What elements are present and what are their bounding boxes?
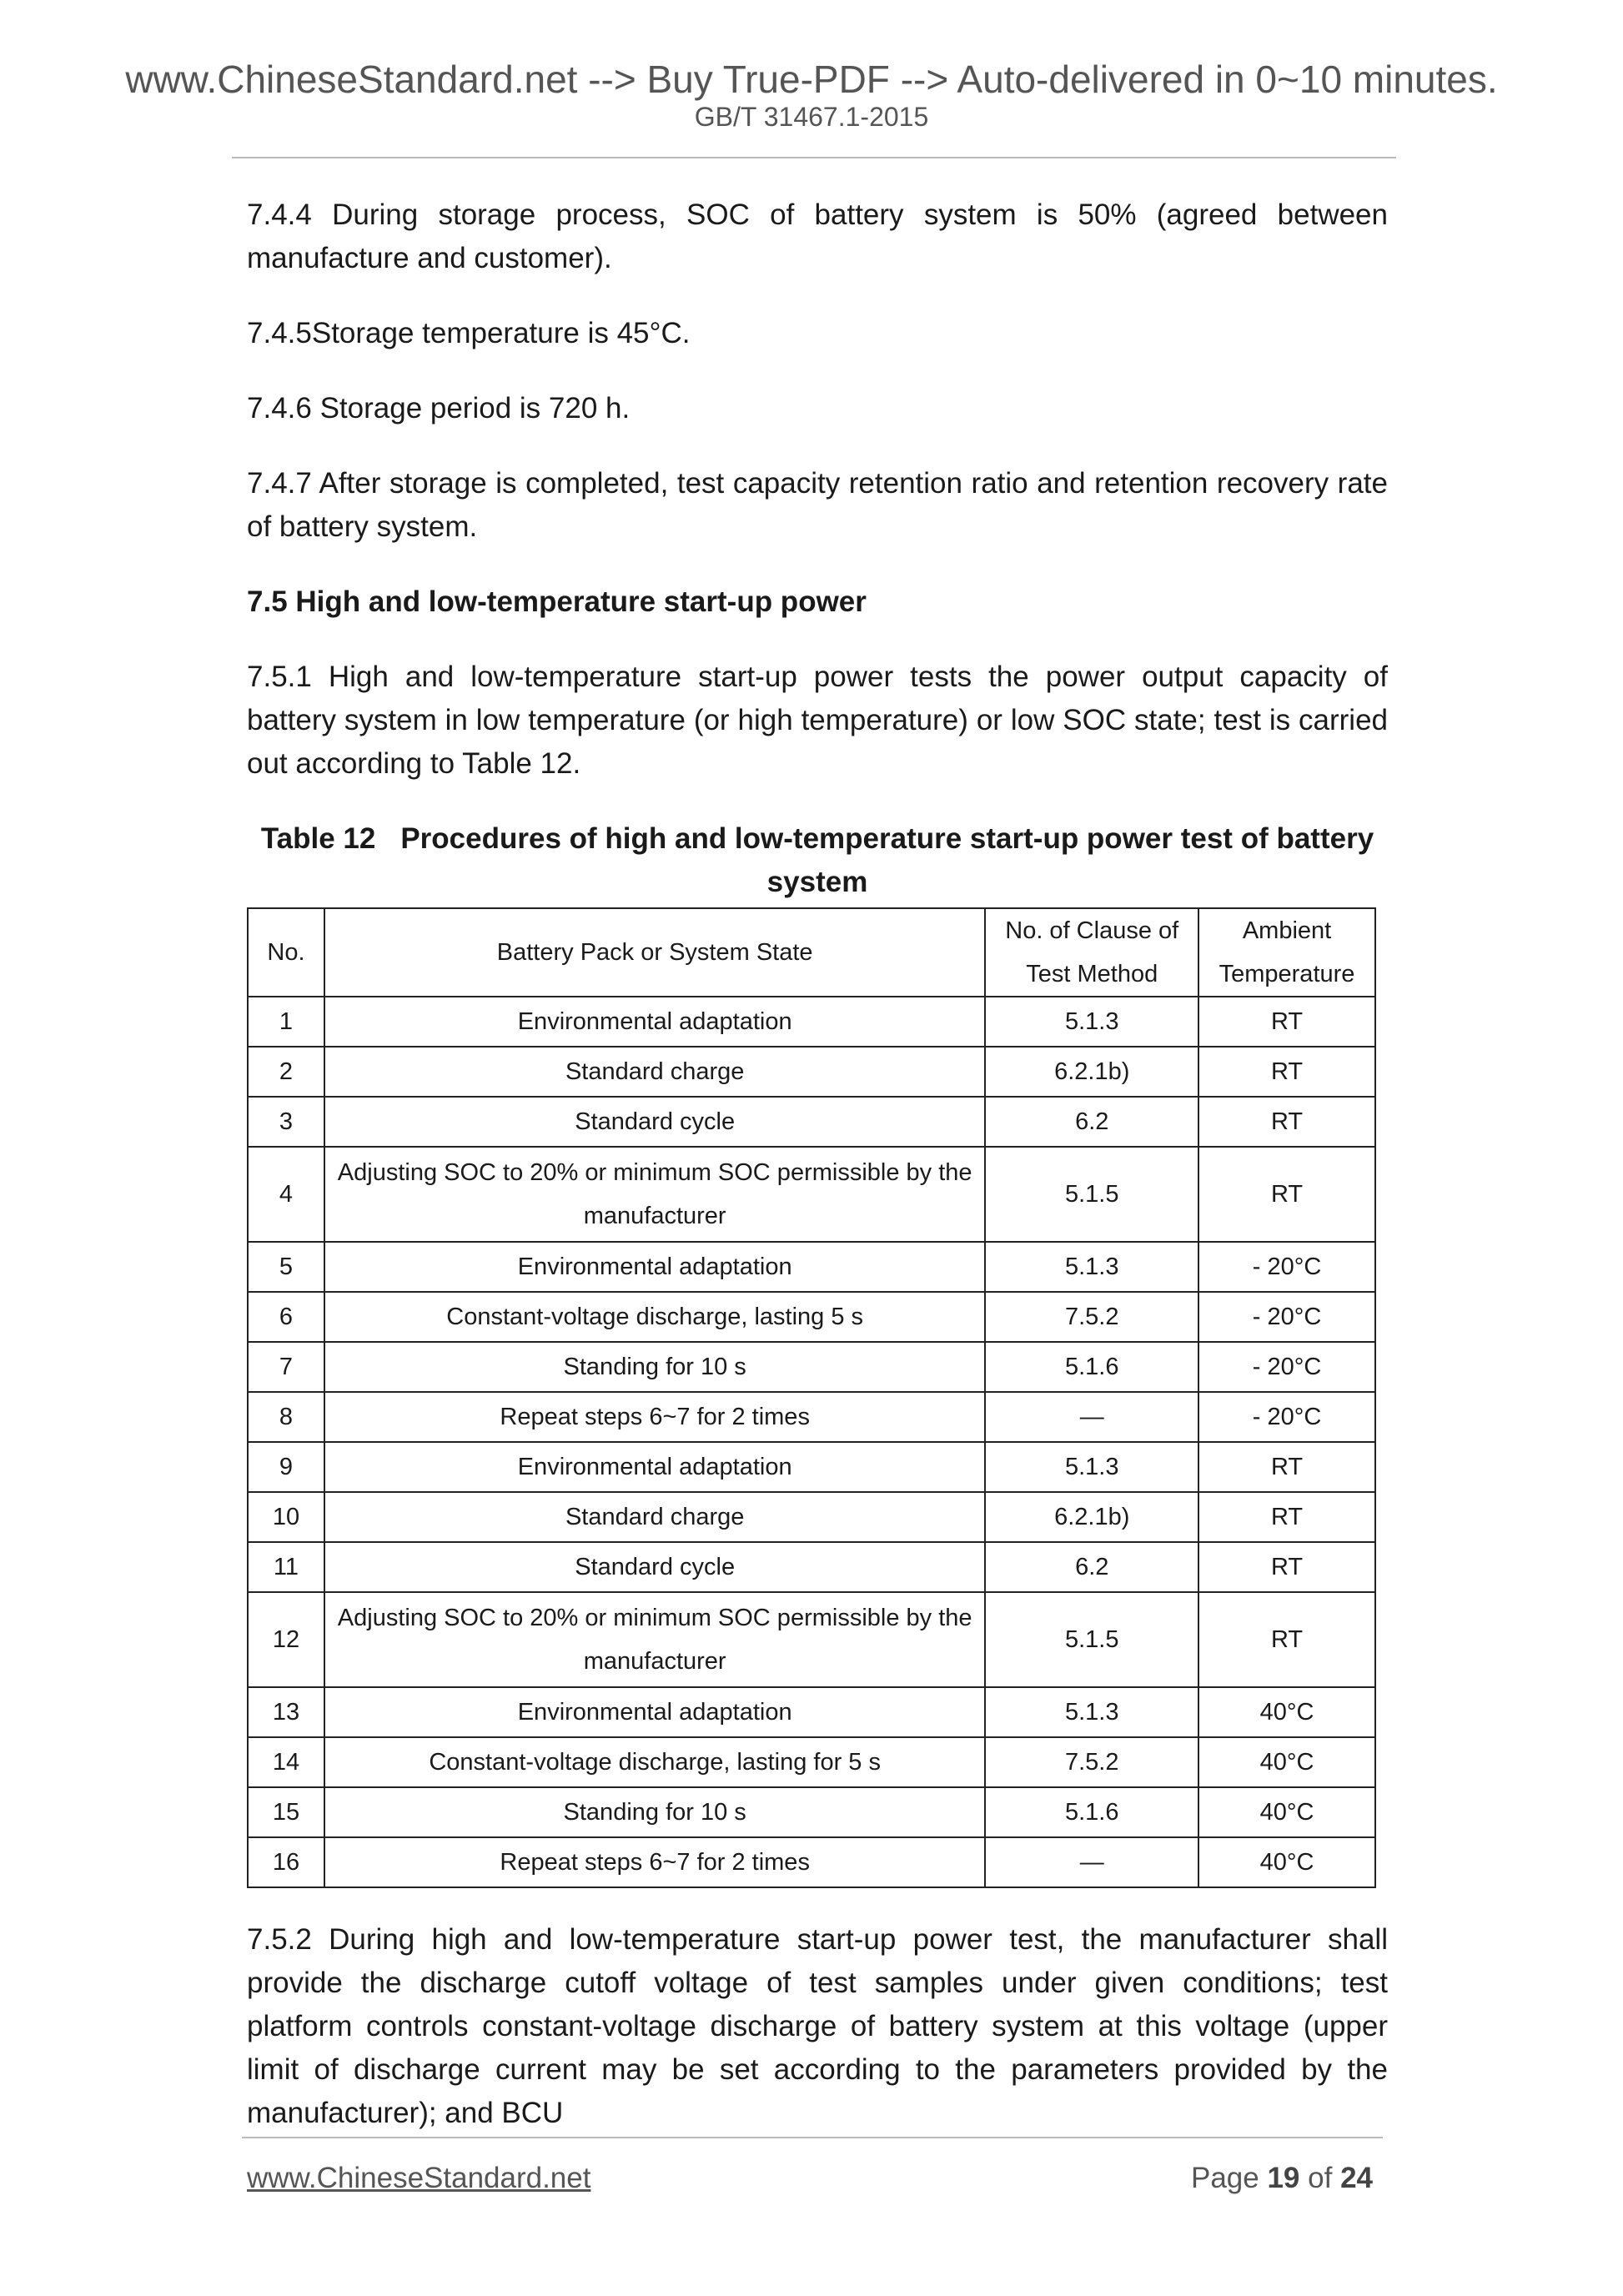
cell-no: 6 xyxy=(248,1292,324,1342)
cell-clause: 6.2 xyxy=(985,1542,1198,1592)
cell-no: 10 xyxy=(248,1492,324,1542)
cell-temp: 40°C xyxy=(1198,1687,1375,1737)
cell-state: Standing for 10 s xyxy=(324,1787,986,1837)
paragraph-7-4-5: 7.4.5Storage temperature is 45°C. xyxy=(247,317,691,349)
table-caption-title: Procedures of high and low-temperature start-up power test of battery system xyxy=(400,822,1374,898)
page-current: 19 xyxy=(1267,2162,1300,2194)
section-heading-7-5: 7.5 High and low-temperature start-up power xyxy=(247,585,867,618)
page-number xyxy=(1191,2163,1373,2193)
cell-state: Standard charge xyxy=(324,1047,986,1097)
footer-divider xyxy=(242,2137,1383,2138)
table-row xyxy=(248,997,1375,1047)
table-row xyxy=(248,1837,1375,1887)
cell-temp: RT xyxy=(1198,1592,1375,1687)
cell-temp: RT xyxy=(1198,1442,1375,1492)
cell-no: 5 xyxy=(248,1242,324,1292)
cell-state: Environmental adaptation xyxy=(324,1687,986,1737)
cell-clause: 5.1.3 xyxy=(985,1687,1198,1737)
cell-clause: 6.2.1b) xyxy=(985,1492,1198,1542)
cell-temp: 40°C xyxy=(1198,1787,1375,1837)
table-row xyxy=(248,1342,1375,1392)
cell-temp: 40°C xyxy=(1198,1837,1375,1887)
cell-no: 3 xyxy=(248,1097,324,1147)
cell-temp: 40°C xyxy=(1198,1737,1375,1787)
cell-temp: - 20°C xyxy=(1198,1342,1375,1392)
cell-no: 13 xyxy=(248,1687,324,1737)
cell-clause: 5.1.5 xyxy=(985,1147,1198,1242)
cell-temp: RT xyxy=(1198,1542,1375,1592)
cell-state: Standing for 10 s xyxy=(324,1342,986,1392)
site-banner[interactable]: www.ChineseStandard.net --> Buy True-PDF --> Auto-delivered in 0~10 minutes. xyxy=(125,58,1498,101)
table-row xyxy=(248,1787,1375,1837)
table-caption-label: Table 12 xyxy=(260,822,376,855)
cell-temp: RT xyxy=(1198,1097,1375,1147)
cell-state: Repeat steps 6~7 for 2 times xyxy=(324,1837,986,1887)
procedure-table xyxy=(247,907,1376,1888)
cell-temp: - 20°C xyxy=(1198,1392,1375,1442)
table-body xyxy=(248,997,1375,1887)
cell-temp: RT xyxy=(1198,1492,1375,1542)
cell-clause: 5.1.6 xyxy=(985,1787,1198,1837)
cell-temp: RT xyxy=(1198,1047,1375,1097)
table-row xyxy=(248,1292,1375,1342)
cell-temp: RT xyxy=(1198,997,1375,1047)
cell-state: Adjusting SOC to 20% or minimum SOC permissible by the manufacturer xyxy=(324,1147,986,1242)
cell-temp: - 20°C xyxy=(1198,1292,1375,1342)
cell-state: Standard cycle xyxy=(324,1097,986,1147)
paragraph-7-4-6: 7.4.6 Storage period is 720 h. xyxy=(247,392,631,425)
cell-clause: 5.1.3 xyxy=(985,997,1198,1047)
cell-clause: 5.1.5 xyxy=(985,1592,1198,1687)
cell-state: Adjusting SOC to 20% or minimum SOC permissible by the manufacturer xyxy=(324,1592,986,1687)
table-row xyxy=(248,1047,1375,1097)
cell-clause: — xyxy=(985,1837,1198,1887)
cell-clause: 5.1.3 xyxy=(985,1442,1198,1492)
cell-state: Constant-voltage discharge, lasting for 5 s xyxy=(324,1737,986,1787)
table-row xyxy=(248,1542,1375,1592)
cell-no: 16 xyxy=(248,1837,324,1887)
cell-no: 4 xyxy=(248,1147,324,1242)
header-state: Battery Pack or System State xyxy=(324,908,986,997)
cell-temp: RT xyxy=(1198,1147,1375,1242)
footer-site-link[interactable]: www.ChineseStandard.net xyxy=(247,2162,591,2194)
header-no: No. xyxy=(248,908,324,997)
header-clause: No. of Clause of Test Method xyxy=(985,908,1198,997)
cell-no: 14 xyxy=(248,1737,324,1787)
paragraph-7-4-7: 7.4.7 After storage is completed, test capacity retention ratio and retention recovery rate of battery system. xyxy=(247,467,1388,543)
table-row xyxy=(248,1147,1375,1242)
header-ambient-temperature: Ambient Temperature xyxy=(1198,908,1375,997)
standard-code: GB/T 31467.1-2015 xyxy=(694,102,929,132)
page-content xyxy=(247,193,1388,2167)
cell-clause: 6.2.1b) xyxy=(985,1047,1198,1097)
cell-no: 11 xyxy=(248,1542,324,1592)
cell-clause: — xyxy=(985,1392,1198,1442)
cell-clause: 5.1.6 xyxy=(985,1342,1198,1392)
page-label: Page xyxy=(1190,2162,1259,2194)
cell-temp: - 20°C xyxy=(1198,1242,1375,1292)
cell-state: Environmental adaptation xyxy=(324,1242,986,1292)
table-caption xyxy=(247,817,1388,904)
cell-no: 15 xyxy=(248,1787,324,1837)
header-divider xyxy=(232,157,1396,158)
table-row xyxy=(248,1592,1375,1687)
table-row xyxy=(248,1737,1375,1787)
cell-state: Standard cycle xyxy=(324,1542,986,1592)
cell-clause: 7.5.2 xyxy=(985,1737,1198,1787)
cell-state: Constant-voltage discharge, lasting 5 s xyxy=(324,1292,986,1342)
cell-clause: 6.2 xyxy=(985,1097,1198,1147)
table-row xyxy=(248,1442,1375,1492)
table-header-row xyxy=(248,908,1375,997)
paragraph-7-5-1: 7.5.1 High and low-temperature start-up power tests the power output capacity of battery system in low temperature (or high temperature) or low SOC state; test is carried out according to Table 12. xyxy=(247,661,1388,780)
cell-no: 7 xyxy=(248,1342,324,1392)
cell-state: Environmental adaptation xyxy=(324,1442,986,1492)
paragraph-7-4-4: 7.4.4 During storage process, SOC of battery system is 50% (agreed between manufacture and customer). xyxy=(247,198,1388,274)
cell-no: 8 xyxy=(248,1392,324,1442)
cell-state: Repeat steps 6~7 for 2 times xyxy=(324,1392,986,1442)
paragraph-7-5-2: 7.5.2 During high and low-temperature start-up power test, the manufacturer shall provide the discharge cutoff voltage of test samples under given conditions; test platform controls constant-voltage discharge of battery system at this voltage (upper limit of discharge current may be set according to the parameters provided by the manufacturer); and BCU xyxy=(247,1923,1388,2129)
cell-no: 2 xyxy=(248,1047,324,1097)
cell-no: 9 xyxy=(248,1442,324,1492)
table-row xyxy=(248,1392,1375,1442)
table-row xyxy=(248,1242,1375,1292)
table-row xyxy=(248,1492,1375,1542)
cell-state: Environmental adaptation xyxy=(324,997,986,1047)
table-row xyxy=(248,1687,1375,1737)
page-total: 24 xyxy=(1340,2162,1373,2194)
cell-clause: 7.5.2 xyxy=(985,1292,1198,1342)
page-of-label: of xyxy=(1308,2162,1333,2194)
cell-state: Standard charge xyxy=(324,1492,986,1542)
cell-no: 12 xyxy=(248,1592,324,1687)
table-row xyxy=(248,1097,1375,1147)
cell-clause: 5.1.3 xyxy=(985,1242,1198,1292)
cell-no: 1 xyxy=(248,997,324,1047)
